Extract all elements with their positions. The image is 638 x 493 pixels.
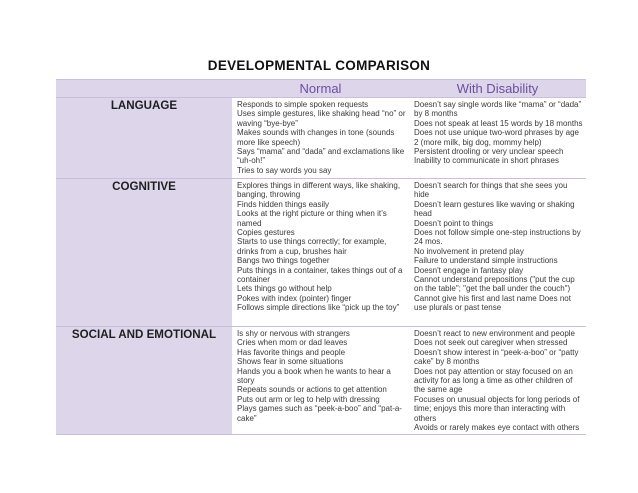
social-disability-cell (409, 327, 586, 435)
list-item: Failure to understand simple instructions (414, 256, 558, 266)
list-item: Doesn’t search for things that she sees you hide (414, 181, 568, 200)
list-item: Copies gestures (237, 228, 295, 238)
list-item: Doesn’t learn gestures like waving or shaking head (414, 199, 575, 219)
list-item: Cannot give his first and last name Does not use plurals or past tense (414, 293, 571, 313)
table-row-social-emotional (56, 327, 586, 435)
comparison-table (56, 79, 586, 435)
category-language: LANGUAGE (56, 98, 232, 179)
list-item: Avoids or rarely makes eye contact with others (414, 423, 580, 433)
list-item: Does not follow simple one-step instructions by 24 mos. (414, 228, 581, 247)
table-row-cognitive (56, 179, 586, 327)
list-item: Is shy or nervous with strangers (237, 329, 350, 338)
list-item: Does not speak at least 15 words by 18 months (414, 118, 583, 128)
list-item: Responds to simple spoken requests (237, 100, 369, 109)
language-normal-cell (232, 98, 409, 179)
list-item: Has favorite things and people (237, 347, 346, 357)
category-social-emotional: SOCIAL AND EMOTIONAL (56, 327, 232, 435)
header-row (56, 80, 586, 98)
language-disability-cell (409, 98, 586, 179)
list-item: Plays games such as “peek-a-boo” and “pat-a-cake” (237, 404, 402, 423)
category-cognitive: COGNITIVE (56, 179, 232, 327)
list-item: Makes sounds with changes in tone (sounds more like speech) (237, 128, 395, 147)
list-item: Tries to say words you say (237, 165, 332, 175)
list-item: Puts out arm or leg to help with dressing (237, 394, 380, 404)
cognitive-disability-cell (409, 179, 586, 327)
list-item: Doesn't engage in fantasy play (414, 265, 524, 275)
list-item: Does not use unique two-word phrases by age 2 (more milk, big dog, mommy help) (414, 128, 579, 147)
list-item: Shows fear in some situations (237, 357, 344, 367)
list-item: Uses simple gestures, like shaking head “no” or waving “bye-bye” (237, 109, 406, 128)
list-item: No involvement in pretend play (414, 246, 524, 256)
list-item: Hands you a book when he wants to hear a story (237, 366, 391, 386)
page-title: DEVELOPMENTAL COMPARISON (207, 58, 431, 73)
table-row-language (56, 98, 586, 179)
list-item: Pokes with index (pointer) finger (237, 293, 352, 303)
list-item: Repeats sounds or actions to get attention (237, 385, 387, 395)
list-item: Looks at the right picture or thing when it’s named (237, 209, 387, 228)
list-item: Cries when mom or dad leaves (237, 338, 348, 348)
list-item: Finds hidden things easily (237, 199, 330, 209)
header-with-disability: With Disability (409, 80, 586, 98)
list-item: Doesn’t react to new environment and people (414, 329, 575, 338)
list-item: Starts to use things correctly; for example, drinks from a cup, brushes hair (237, 237, 387, 256)
list-item: Persistent drooling or very unclear speech (414, 147, 564, 157)
list-item: Bangs two things together (237, 256, 330, 266)
list-item: Lets things go without help (237, 284, 332, 294)
list-item: Doesn’t say single words like “mama” or “dada” by 8 months (414, 100, 582, 119)
list-item: Explores things in different ways, like shaking, banging, throwing (237, 181, 401, 200)
social-normal-cell (232, 327, 409, 435)
list-item: Does not pay attention or stay focused on an activity for as long a time as other children of the same age (414, 366, 573, 395)
list-item: Puts things in a container, takes things out of a container (237, 265, 403, 285)
list-item: Doesn’t show interest in “peek-a-boo” or “patty cake” by 8 months (414, 347, 579, 367)
list-item: Doesn’t point to things (414, 218, 494, 228)
list-item: Says “mama” and “dada” and exclamations like “uh-oh!” (237, 147, 405, 166)
cognitive-normal-cell (232, 179, 409, 327)
list-item: Follows simple directions like “pick up the toy” (237, 303, 400, 313)
header-category (56, 80, 232, 98)
list-item: Cannot understand prepositions ("put the cup on the table"; "get the ball under the couch") (414, 275, 575, 294)
list-item: Inability to communicate in short phrases (414, 156, 559, 166)
list-item: Focuses on unusual objects for long periods of time; enjoys this more than interacting with others (414, 394, 580, 423)
list-item: Does not seek out caregiver when stressed (414, 338, 568, 348)
header-normal: Normal (232, 80, 409, 98)
